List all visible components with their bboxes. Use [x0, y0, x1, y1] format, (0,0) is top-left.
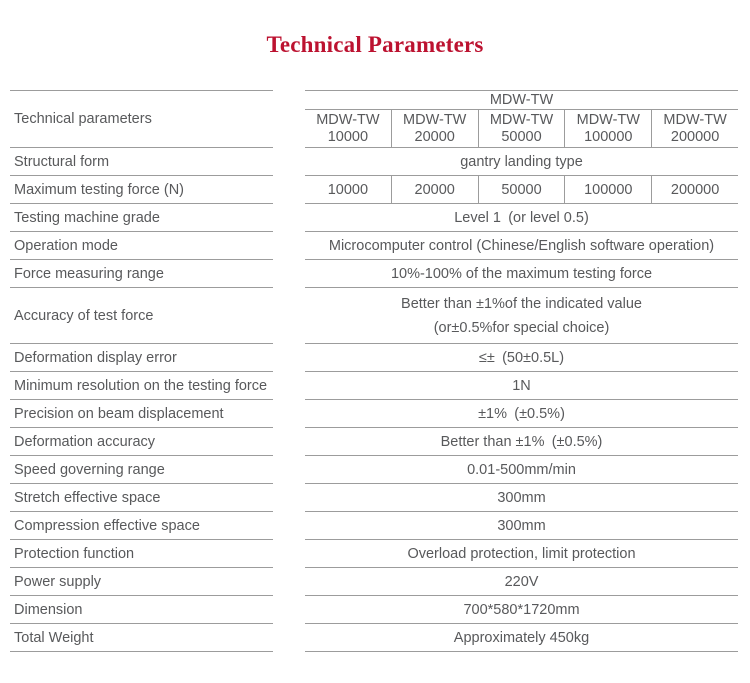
row-value: Better than ±1% (±0.5%) [305, 428, 738, 456]
row-value: 300mm [305, 512, 738, 540]
column-gap [273, 372, 305, 400]
row-label: Total Weight [10, 624, 273, 652]
row-value: ±1% (±0.5%) [305, 400, 738, 428]
value-cell: 20000 [391, 176, 478, 203]
table-row [10, 484, 738, 512]
column-gap [273, 512, 305, 540]
column-gap [273, 204, 305, 232]
model-prefix: MDW-TW [489, 111, 554, 128]
row-label: Dimension [10, 596, 273, 624]
table-header-row [10, 90, 738, 148]
row-value: Approximately 450kg [305, 624, 738, 652]
model-header-cell [564, 110, 651, 147]
table-row [10, 624, 738, 652]
table-row [10, 288, 738, 344]
row-value: Microcomputer control (Chinese/English software operation) [305, 232, 738, 260]
row-label: Precision on beam displacement [10, 400, 273, 428]
column-gap [273, 176, 305, 204]
column-gap [273, 540, 305, 568]
table-row [10, 400, 738, 428]
model-prefix: MDW-TW [576, 111, 640, 128]
row-label: Stretch effective space [10, 484, 273, 512]
column-gap [273, 148, 305, 176]
page-title: Technical Parameters [266, 32, 484, 57]
table-row [10, 568, 738, 596]
column-gap [273, 568, 305, 596]
model-header-cell [391, 110, 478, 147]
column-gap [273, 624, 305, 652]
column-gap [273, 484, 305, 512]
column-gap [273, 260, 305, 288]
model-prefix: MDW-TW [403, 111, 467, 128]
value-cell: 100000 [564, 176, 651, 203]
model-number: 200000 [670, 128, 720, 145]
column-gap [273, 596, 305, 624]
technical-parameters-table [10, 90, 738, 652]
model-header-group [305, 90, 738, 148]
corner-header-label: Technical parameters [10, 90, 273, 148]
row-label: Testing machine grade [10, 204, 273, 232]
model-prefix: MDW-TW [316, 111, 380, 128]
model-header-cells [305, 110, 738, 147]
row-label: Compression effective space [10, 512, 273, 540]
value-line: (or±0.5%for special choice) [433, 319, 610, 336]
model-header-cell [651, 110, 738, 147]
series-header-label: MDW-TW [305, 91, 738, 110]
column-gap [273, 288, 305, 344]
row-value: Overload protection, limit protection [305, 540, 738, 568]
table-row [10, 456, 738, 484]
row-label: Accuracy of test force [10, 288, 273, 344]
column-gap [273, 428, 305, 456]
row-label: Deformation display error [10, 344, 273, 372]
column-gap [273, 232, 305, 260]
row-label: Deformation accuracy [10, 428, 273, 456]
row-value: 300mm [305, 484, 738, 512]
row-label: Power supply [10, 568, 273, 596]
row-value: 700*580*1720mm [305, 596, 738, 624]
row-value: 220V [305, 568, 738, 596]
row-value: gantry landing type [305, 148, 738, 176]
row-value [305, 288, 738, 344]
model-number: 50000 [501, 128, 542, 145]
row-value: ≤± (50±0.5L) [305, 344, 738, 372]
value-cell: 10000 [327, 181, 369, 198]
row-label: Operation mode [10, 232, 273, 260]
table-row [10, 232, 738, 260]
model-header-cell [478, 110, 565, 147]
column-gap [273, 344, 305, 372]
row-value: 1N [305, 372, 738, 400]
value-cell: 200000 [651, 176, 738, 203]
row-label: Minimum resolution on the testing force [10, 372, 273, 400]
row-value: 0.01-500mm/min [305, 456, 738, 484]
column-gap [273, 90, 305, 148]
table-row [10, 344, 738, 372]
row-label: Maximum testing force (N) [10, 176, 273, 204]
row-value: Level 1 (or level 0.5) [305, 204, 738, 232]
table-row [10, 512, 738, 540]
model-number: 20000 [414, 128, 455, 145]
row-value: 10%-100% of the maximum testing force [305, 260, 738, 288]
row-label: Speed governing range [10, 456, 273, 484]
model-number: 10000 [327, 128, 369, 145]
table-row [10, 540, 738, 568]
column-gap [273, 456, 305, 484]
table-row [10, 176, 738, 204]
value-cell: 50000 [478, 176, 565, 203]
table-row [10, 428, 738, 456]
table-row [10, 596, 738, 624]
table-body [10, 148, 738, 652]
value-line: Better than ±1%of the indicated value [401, 295, 642, 312]
model-header-cell [305, 110, 391, 147]
column-gap [273, 400, 305, 428]
table-row [10, 204, 738, 232]
table-row [10, 260, 738, 288]
model-number: 100000 [584, 128, 633, 145]
table-row [10, 148, 738, 176]
row-value-cells [305, 176, 738, 204]
row-label: Force measuring range [10, 260, 273, 288]
model-prefix: MDW-TW [663, 111, 727, 128]
row-label: Protection function [10, 540, 273, 568]
table-row [10, 372, 738, 400]
row-label: Structural form [10, 148, 273, 176]
